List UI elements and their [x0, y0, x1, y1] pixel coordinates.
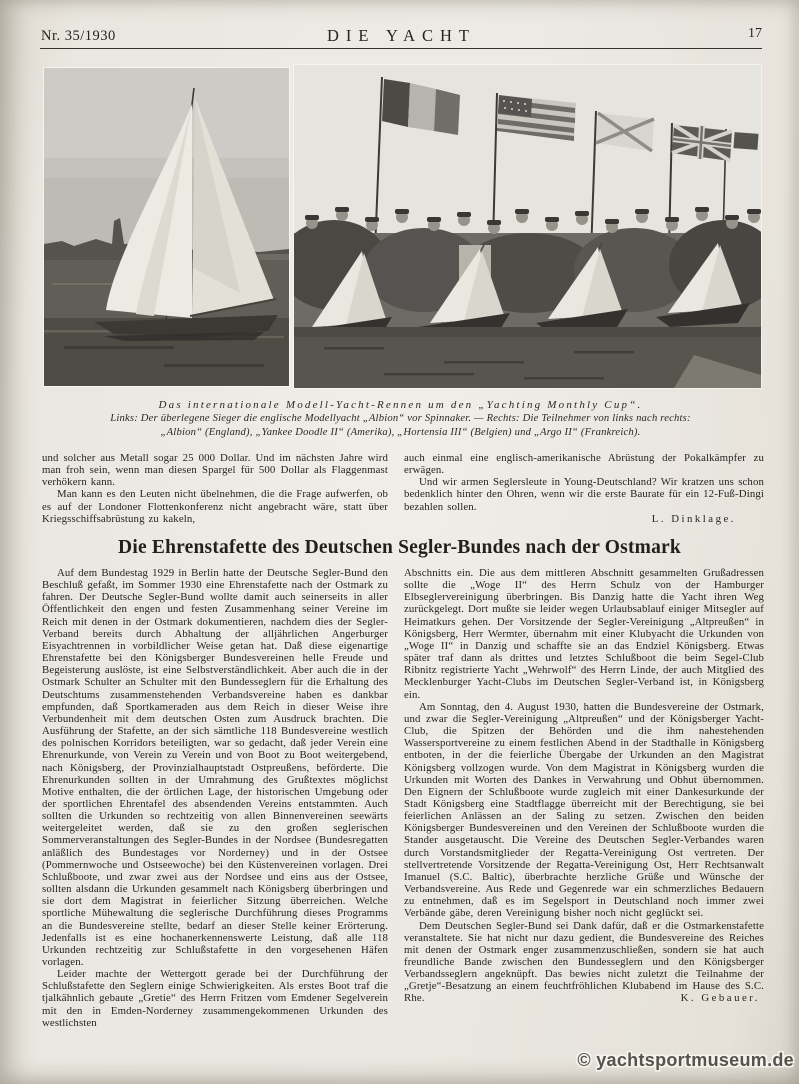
- intro-column-right: [404, 452, 764, 525]
- photo-caption: [46, 399, 755, 439]
- photo-albion-graphic: [44, 68, 289, 386]
- photo-participants-graphic: [294, 65, 761, 388]
- article-paragraph: Dem Deutschen Segler-Bund sei Dank dafür, daß er die Ostmarkenstafette veranstaltete. Sie hat nicht nur dazu gedient, die Bundesvereine des Reiches mit denen der Ostmark enger zusammenzuschließen, sondern sie hat auch freundliche Bande zwischen den Bundesseglern und den Königsberger Verbandsseglern angeknüpft. Das bewies nicht zuletzt die Teilnahme der „Gretje“-Besatzung an einem feuchtfröhlichen Klubabend im Hause des S.C. Rhe.: [404, 919, 764, 1005]
- intro-paragraph: auch einmal eine englisch-amerikanische Abrüstung der Pokalkämpfer zu erwägen.: [404, 452, 764, 477]
- intro-columns: [42, 452, 764, 525]
- article-column-left: [42, 567, 388, 1083]
- intro-paragraph: und solcher aus Metall sogar 25 000 Dollar. Und im nächsten Jahre wird man froh sein, wenn man diesen Spargel für 500 Dollar als Flaggenmast verhökern kann.: [42, 452, 388, 489]
- article-columns: [42, 567, 764, 1083]
- author-signature-gebauer: K. Gebauer.: [680, 992, 760, 1005]
- caption-line-3: „Albion“ (England), „Yankee Doodle II“ (Amerika), „Hortensia III“ (Belgien) und „Argo II“ (Frankreich).: [160, 426, 641, 438]
- magazine-title: DIE YACHT: [326, 26, 476, 45]
- caption-line-2: Links: Der überlegene Sieger die englische Modellyacht „Albion“ vor Spinnaker. — Rechts: Die Teilnehmer von links nach rechts:: [110, 413, 691, 425]
- page-header: [41, 26, 762, 46]
- issue-number: Nr. 35/1930: [41, 28, 116, 44]
- watermark: © yachtsportmuseum.de: [577, 1050, 794, 1070]
- article-column-right: [404, 567, 764, 1083]
- article-paragraph: Am Sonntag, den 4. August 1930, hatten die Bundesvereine der Ostmark, und zwar die Segler-Vereinigung „Altpreußen“ und der Königsberger Yacht-Club, die Spitzen der Behörden und die ihm nahestehenden Wassersportvereine zu einem festlichen Abend in der Stadthalle in Königsberg entboten, in der die feierliche Übergabe der Urkunden an den Magistrat Königsberg vollzogen wurde. Von dem Magistrat in Königsberg wurden die Urkunden mit Worten des Dankes in Verwahrung und Obhut übernommen. Den Eignern der Schlußboote wurde zugleich mit einer Dankesurkunde der Stadt Königsberg eine Stadtflagge überreicht mit der Berechtigung, sie bei feierlichen Anlässen an der Saling zu setzen. Zwischen den beiden Königsberger Bundesvereinen und den Vereinen der Schlußboote wurden die Stander ausgetauscht. Die Vereine des Deutschen Segler-Verbandes waren durch Vorstandsmitglieder der Regatta-Vereinigung Ost vertreten. Der stellvertretende Vorsitzende der Regatta-Vereinigung Ost, Herr Rechtsanwalt Imanuel (S.C. Baltic), überbrachte herzliche Grüße und Wünsche der Verbandsvereine. Aus Rede und Gegenrede war ein schmerzliches Bedauern zu entnehmen, daß es im Segelsport in Deutschland noch immer zwei Verbände gäbe, deren Vereinigung bisher noch nicht geglückt sei.: [404, 700, 764, 920]
- article-paragraph: Abschnitts ein. Die aus dem mittleren Abschnitt gesammelten Grußadressen sollte die „Woge II“ des Herrn Schulz von der Hamburger Elbseglervereinigung überbringen. Bis Danzig hatte die Yacht ihren Weg zurückgelegt. Dort mußte sie leider wegen Urlaubsablauf einiger Mitsegler auf Heimatkurs gehen. Der Vorsitzende der Segler-Vereinigung „Altpreußen“ in Königsberg, Herr Wermter, übernahm mit einer Klubyacht die Urkunden von „Woge II“ in Danzig und schaffte sie an das Endziel Königsberg. Etwas später traf dann als drittes und letztes Schlußboot die beim Segel-Club Ribnitz registrierte Yacht „Wehrwolf“ des Herrn Linde, der auch Mitglied des Mecklenburger Yacht-Clubs im Deutschen Segler-Verband ist, in Königsberg ein.: [404, 567, 764, 701]
- author-signature-dinklage: L. Dinklage.: [651, 512, 736, 525]
- page-number: 17: [748, 26, 762, 41]
- header-rule: [40, 48, 762, 49]
- flag-small-dark: [733, 132, 758, 150]
- article-paragraph: Auf dem Bundestag 1929 in Berlin hatte der Deutsche Segler-Bund den Beschluß gefaßt, im Sommer 1930 eine Ehrenstafette nach der Ostmark zu fahren. Der Deutsche Segler-Bund wollte damit auch seinerseits in aller Öffentlichkeit den engen und festen Zusammenhang seiner Vereine im Reich mit denen in der Ostmark dokumentieren, nachdem dies der Segler-Verband bereits durch Abhaltung der alljährlichen Angerburger Eisyachtrennen in vorbildlicher Weise getan hat. Daß diese eigenartige Ehrenstafette bei den Königsberger Bundesvereinen helle Freude und Begeisterung auslöste, ist eine Selbstverständlichkeit. Aber auch die in der Ostmark Schulter an Schulter mit den Bundesseglern für die Erhaltung des Deutschtums zusammenstehenden Verbandsvereine haben es dankbar empfunden, daß Sportkameraden aus dem Reich in dieser Weise ihre Verbundenheit mit dem deutschen Osten zum Ausdruck brachten. Die Ausführung der Stafette, an der sich sämtliche 118 Bundesvereine westlich des polnischen Korridors beteiligten, war so gedacht, daß jeder Verein eine Ehrenurkunde, von Verein zu Verein und von Boot zu Boot weitergebend, nach Königsberg, der Provinzialhauptstadt Ostpreußens, beförderte. Die Ehrenurkunden sollten in der Umrahmung des Grußtextes möglichst Motive enthalten, die der örtlichen Lage, der historischen Umgebung oder der sportlichen Ehrentafel des absendenden Vereins entstammten. Auch sollten die Urkunden so rechtzeitig von allen Binnenvereinen seewärts weitergeleitet werden, daß sie zu den großen seglerischen Sommerveranstaltungen des Segler-Bundes in der Nordsee (Bundesregatten anläßlich des Bundestages vor Norderney) und in der Ostsee (Pommernwoche und Ostseewoche) bei den Küstenvereinen vorlagen. Drei Schlußboote, und zwar zwei aus der Nordsee und eins aus der Ostsee, sollten alsdann die Urkunden gesammelt nach Königsberg überbringen und sie dort dem Magistrat in feierlicher Sitzung überreichen. Welche sportliche Mühewaltung die seglerische Durchführung dieses Programms an die Bundesvereine stellte, bedarf an dieser Stelle keiner Erörterung. Jedenfalls ist es eine hochanerkennenswerte Leistung, daß alle 118 Urkunden rechtzeitig zur Schlußstafette in den vorgesehenen Häfen vorlagen.: [42, 567, 388, 968]
- intro-column-left: [42, 452, 388, 525]
- article-title: Die Ehrenstafette des Deutschen Segler-Bundes nach der Ostmark: [118, 537, 681, 558]
- intro-paragraph: Und wir armen Seglersleute in Young-Deutschland? Wir kratzen uns schon bedenklich hinter den Ohren, wenn wir die erste Baurate für ein 12-Fuß-Dingi bezahlen sollen.: [404, 476, 764, 513]
- article-paragraph: Leider machte der Wettergott gerade bei der Durchführung der Schlußstafette den Seglern einige Schwierigkeiten. Als erstes Boot traf die tjalkähnlich gebaute „Gretie“ des Herrn Fritzen vom Emdener Segelverein mit den in Emden-Norderney zusammengekommenen Urkunden des westlichsten: [42, 968, 388, 1029]
- photo-participants-flags: [294, 65, 761, 388]
- photo-model-yacht-albion: [44, 68, 289, 386]
- caption-line-1: Das internationale Modell-Yacht-Rennen um den „Yachting Monthly Cup“.: [158, 399, 643, 411]
- intro-paragraph: Man kann es den Leuten nicht übelnehmen, die die Frage aufwerfen, ob es auf der Londoner Flottenkonferenz nicht angebracht wäre, statt über Kriegsschiffsabrüstung zu kakeln,: [42, 488, 388, 525]
